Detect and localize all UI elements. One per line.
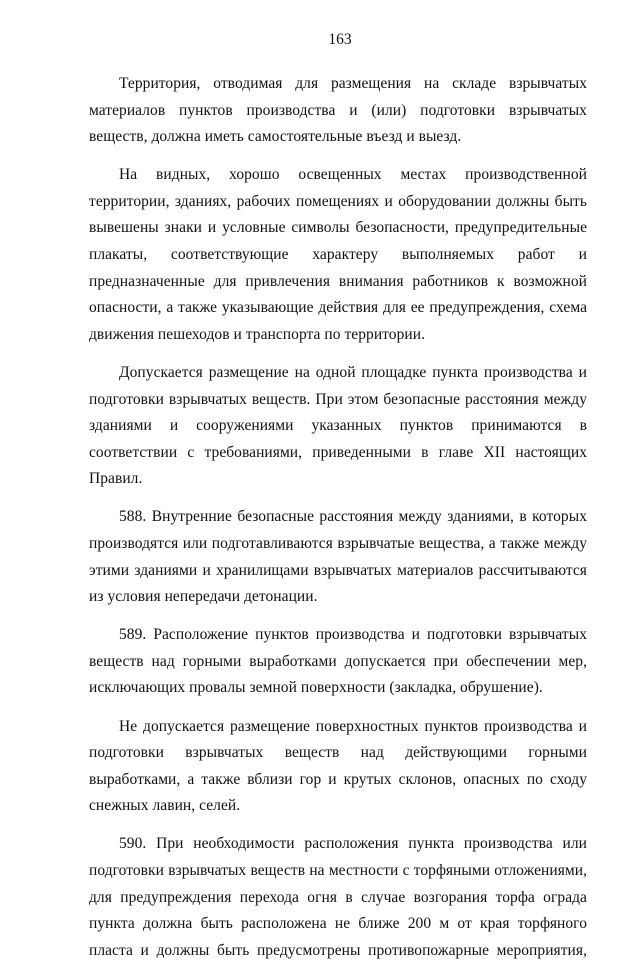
paragraph-shared-site: Допускается размещение на одной площадке пункта производства и подготовки взрывчатых веществ. При этом безопасные расстояния между зданиями и сооружениями указанных пунктов принимаются в соответствии с требованиями, приведенными в главе XII настоящих Правил. [89,363,587,488]
paragraph-prohibited-placement: Не допускается размещение поверхностных пунктов производства и подготовки взрывчатых веществ над действующими горными выработками, а также вблизи гор и крутых склонов, опасных по сходу снежных лавин, селей. [89,717,587,815]
paragraph-589: 589. Расположение пунктов производства и подготовки взрывчатых веществ над горными выработками допускается при обеспечении мер, исключающих провалы земной поверхности (закладка, обрушение). [89,626,587,697]
paragraph-588: 588. Внутренние безопасные расстояния между зданиями, в которых производятся или подготавливаются взрывчатые вещества, а также между этими зданиями и хранилищами взрывчатых материалов рассчитываются из условия непередачи детонации. [89,508,587,606]
paragraph-safety-signs: На видных, хорошо освещенных местах производственной территории, зданиях, рабочих помещениях и оборудовании должны быть вывешены знаки и условные символы безопасности, предупредительные плакаты, соответствующие характеру выполняемых работ и предназначенные для привлечения внимания работников к возможной опасности, а также указывающие действия для ее предупреждения, схема движения пешеходов и транспорта по территории. [89,166,587,343]
page-number: 163 [328,31,352,48]
paragraph-territory-entrance: Территория, отводимая для размещения на складе взрывчатых материалов пунктов производства и (или) подготовки взрывчатых веществ, должна иметь самостоятельные въезд и выезд. [89,75,587,146]
paragraph-590: 590. При необходимости расположения пункта производства или подготовки взрывчатых веществ на местности с торфяными отложениями, для предупреждения перехода огня в случае возгорания торфа ограда пункта должна быть расположена не ближе 200 м от края торфяного пласта и должны быть предусмотрены противопожарные мероприятия, [89,835,587,959]
